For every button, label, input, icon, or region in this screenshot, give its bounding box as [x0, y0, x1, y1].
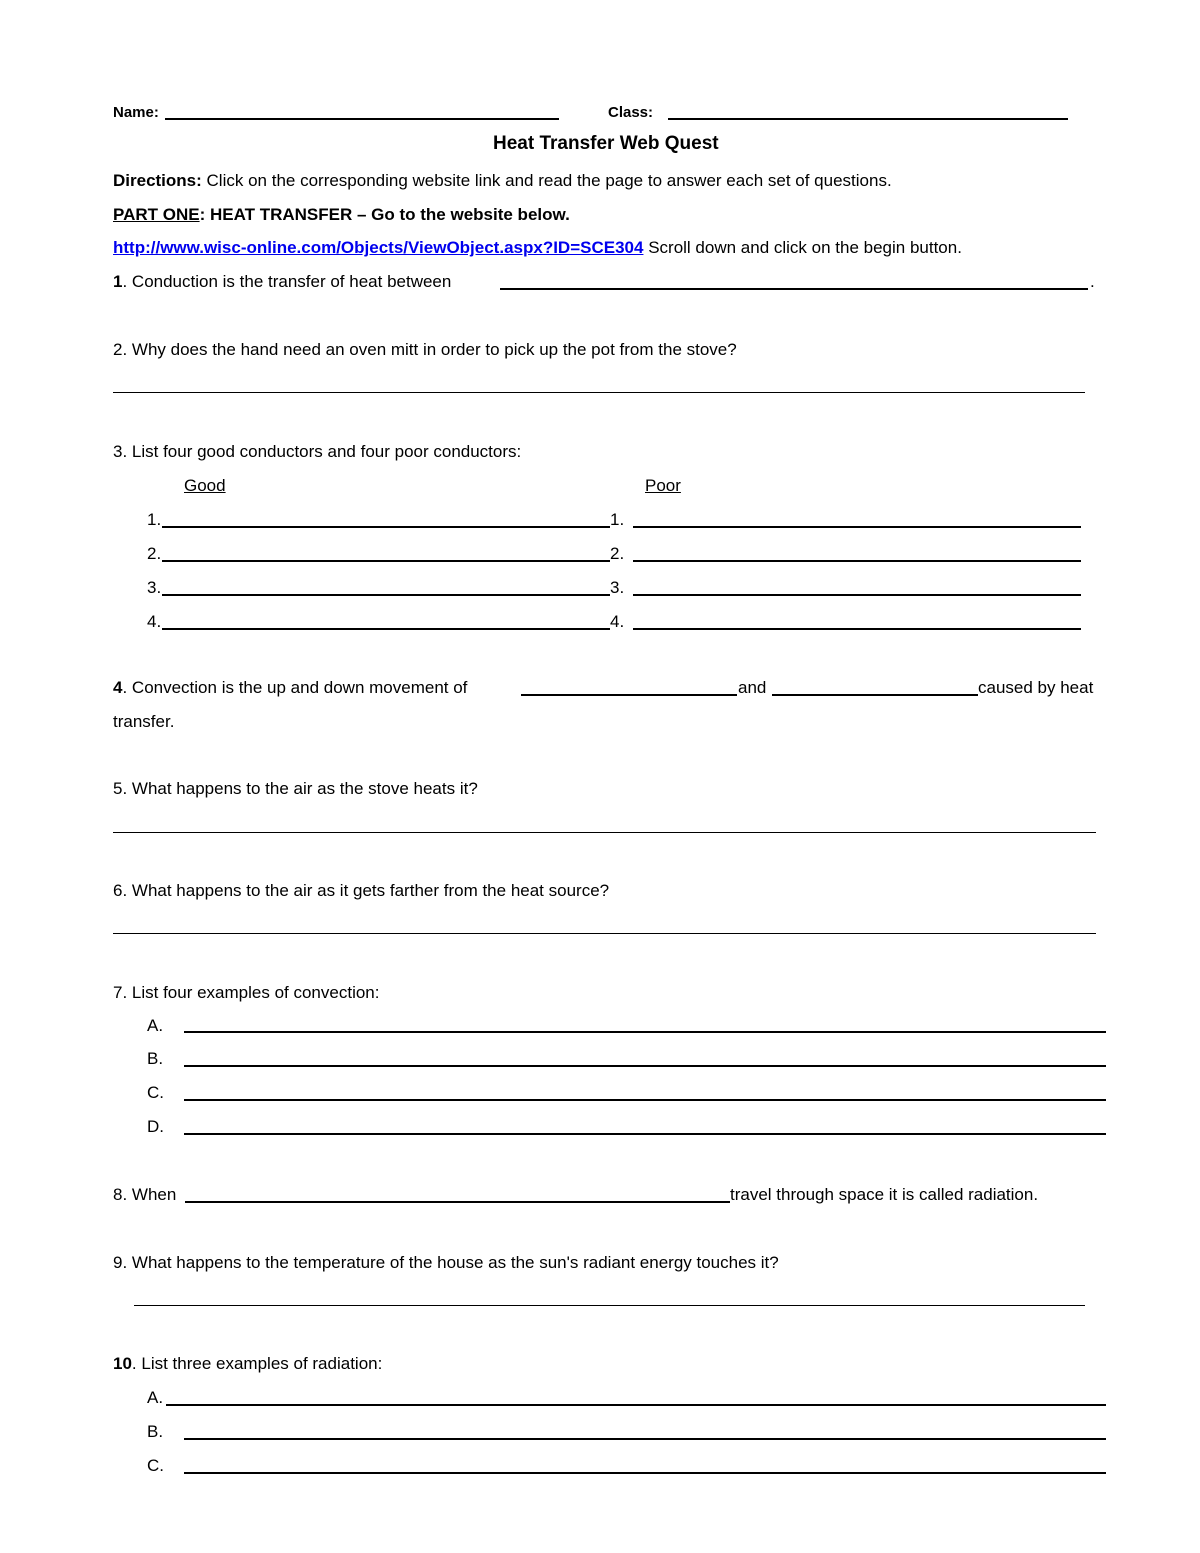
- website-instruction: Scroll down and click on the begin button.: [648, 238, 962, 257]
- q7-answer-line[interactable]: [184, 1031, 1106, 1033]
- website-link[interactable]: http://www.wisc-online.com/Objects/ViewObject.aspx?ID=SCE304: [113, 238, 644, 257]
- q10-number: 10: [113, 1354, 132, 1373]
- q5-answer-line[interactable]: [113, 832, 1096, 833]
- q4-answer-line-1[interactable]: [521, 694, 737, 696]
- q4-text: . Convection is the up and down movement of: [122, 678, 468, 697]
- question-7: 7. List four examples of convection:: [113, 983, 380, 1002]
- q7-letter: A.: [147, 1016, 164, 1035]
- question-4: [113, 678, 467, 698]
- poor-answer-line[interactable]: [633, 594, 1081, 596]
- good-column-label: Good: [184, 476, 226, 495]
- q4-and: and: [738, 678, 767, 697]
- part-one-heading: [113, 205, 570, 225]
- directions-text: Click on the corresponding website link and read the page to answer each set of questions.: [206, 171, 892, 190]
- good-item-number: 2.: [147, 544, 162, 563]
- question-8-end: travel through space it is called radiation.: [730, 1185, 1039, 1204]
- part-one-label: PART ONE: [113, 205, 200, 224]
- question-1: [113, 272, 451, 292]
- q7-answer-line[interactable]: [184, 1065, 1106, 1067]
- q4-answer-line-2[interactable]: [772, 694, 978, 696]
- question-8-start: 8. When: [113, 1185, 177, 1204]
- question-6: 6. What happens to the air as it gets farther from the heat source?: [113, 881, 610, 900]
- q6-answer-line[interactable]: [113, 933, 1096, 934]
- q1-text: . Conduction is the transfer of heat between: [122, 272, 452, 291]
- q4-number: 4: [113, 678, 123, 697]
- q1-answer-line[interactable]: [500, 288, 1088, 290]
- q7-letter: D.: [147, 1117, 164, 1136]
- poor-item-number: 1.: [610, 510, 625, 529]
- directions: [113, 171, 892, 191]
- q10-answer-line[interactable]: [184, 1472, 1106, 1474]
- question-9: 9. What happens to the temperature of the house as the sun's radiant energy touches it?: [113, 1253, 779, 1272]
- poor-column-label: Poor: [645, 476, 681, 495]
- good-item-number: 3.: [147, 578, 162, 597]
- page-title: Heat Transfer Web Quest: [493, 133, 719, 154]
- q10-letter: A.: [147, 1388, 164, 1407]
- q10-letter: B.: [147, 1422, 164, 1441]
- website-line: [113, 238, 962, 258]
- q10-letter: C.: [147, 1456, 164, 1475]
- good-answer-line[interactable]: [162, 526, 610, 528]
- q10-answer-line[interactable]: [166, 1404, 1106, 1406]
- question-3: 3. List four good conductors and four poor conductors:: [113, 442, 522, 461]
- q4-continuation: transfer.: [113, 712, 175, 731]
- good-item-number: 1.: [147, 510, 162, 529]
- name-label: Name:: [113, 104, 159, 121]
- directions-label: Directions:: [113, 171, 202, 190]
- name-field[interactable]: [165, 118, 559, 120]
- poor-answer-line[interactable]: [633, 560, 1081, 562]
- q10-answer-line[interactable]: [184, 1438, 1106, 1440]
- q1-number: 1: [113, 272, 123, 291]
- poor-item-number: 3.: [610, 578, 625, 597]
- q7-answer-line[interactable]: [184, 1099, 1106, 1101]
- q2-answer-line[interactable]: [113, 392, 1085, 393]
- q7-letter: C.: [147, 1083, 164, 1102]
- good-answer-line[interactable]: [162, 594, 610, 596]
- good-answer-line[interactable]: [162, 560, 610, 562]
- part-one-text: : HEAT TRANSFER – Go to the website below.: [199, 205, 570, 224]
- poor-answer-line[interactable]: [633, 628, 1081, 630]
- question-2: 2. Why does the hand need an oven mitt in order to pick up the pot from the stove?: [113, 340, 737, 359]
- good-item-number: 4.: [147, 612, 162, 631]
- good-answer-line[interactable]: [162, 628, 610, 630]
- question-10: [113, 1354, 382, 1374]
- q1-period: .: [1090, 272, 1095, 291]
- q10-text: . List three examples of radiation:: [131, 1354, 383, 1373]
- question-5: 5. What happens to the air as the stove heats it?: [113, 779, 478, 798]
- class-label: Class:: [608, 104, 654, 121]
- class-field[interactable]: [668, 118, 1068, 120]
- poor-item-number: 2.: [610, 544, 625, 563]
- q7-answer-line[interactable]: [184, 1133, 1106, 1135]
- q7-letter: B.: [147, 1049, 164, 1068]
- poor-answer-line[interactable]: [633, 526, 1081, 528]
- q8-answer-line[interactable]: [185, 1201, 730, 1203]
- q9-answer-line[interactable]: [134, 1305, 1085, 1306]
- poor-item-number: 4.: [610, 612, 625, 631]
- q4-end: caused by heat: [978, 678, 1094, 697]
